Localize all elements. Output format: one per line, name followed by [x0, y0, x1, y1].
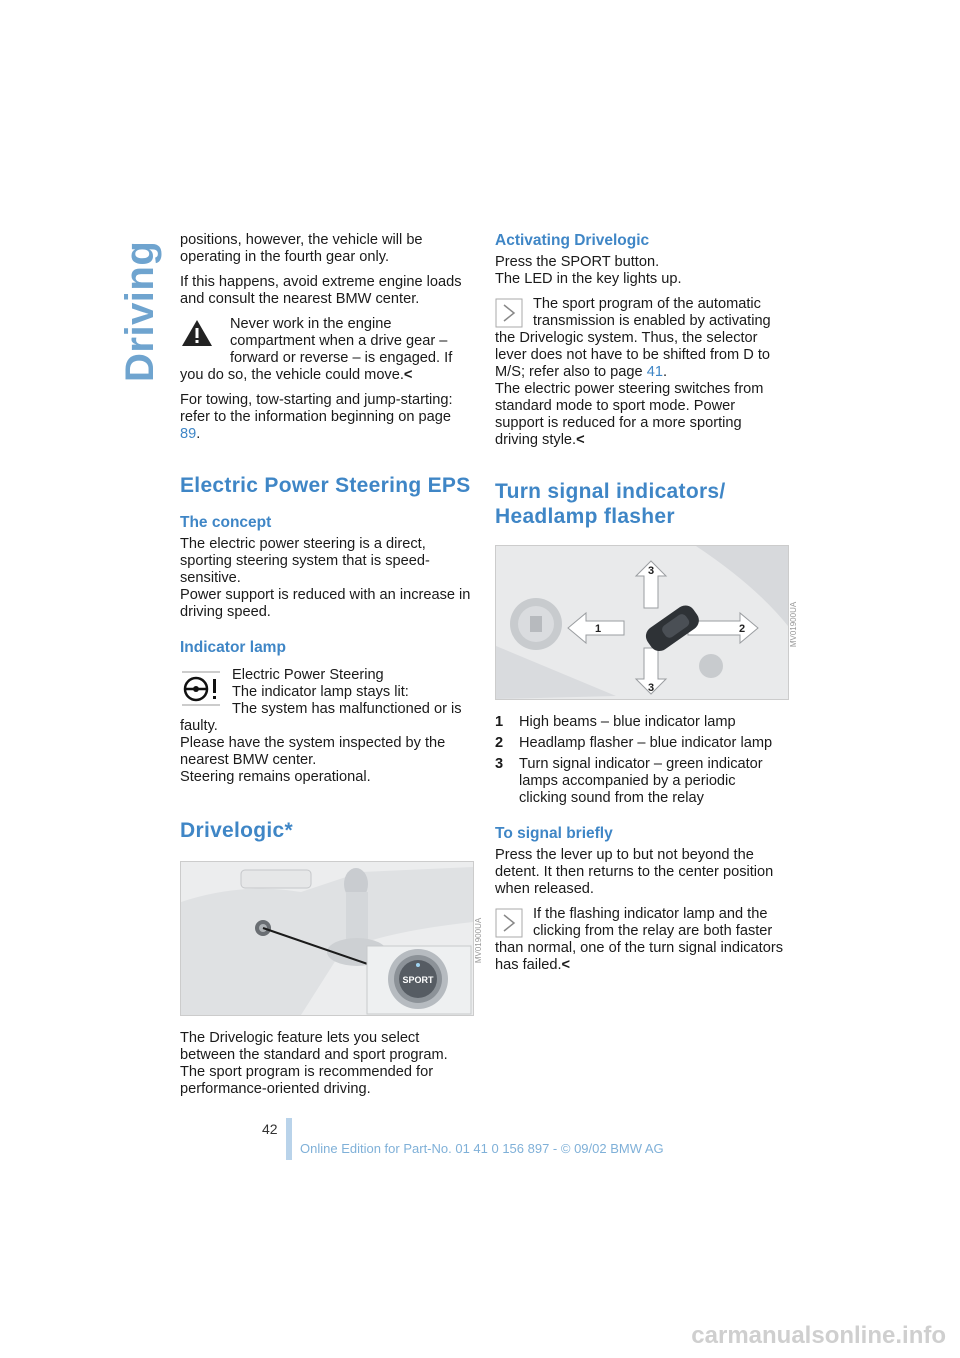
activating-note-text-1: The sport program of the automatic transmission is enabled by activating the Drivelogic system. Thus, the selector lever does not have to be shifted from D to M/S; refer also to page — [495, 296, 771, 380]
activating-heading: Activating Drivelogic — [495, 232, 650, 249]
turn-signal-list — [495, 714, 787, 807]
end-mark: < — [561, 957, 571, 973]
turn-signal-stalk-illustration — [496, 546, 788, 699]
intro-paragraph-2: If this happens, avoid extreme engine loads and consult the nearest BMW center. — [180, 274, 462, 307]
figure-code: MV01900UA — [473, 917, 483, 964]
arrow-label-up: 3 — [647, 565, 655, 577]
arrow-label-right: 2 — [738, 623, 746, 635]
warning-note — [180, 316, 472, 384]
arrow-label-down: 3 — [647, 682, 655, 694]
sport-button-figure — [180, 861, 483, 1016]
steering-warning-icon — [180, 669, 224, 709]
edition-footer: Online Edition for Part-No. 01 41 0 156 897 - © 09/02 BMW AG — [300, 1141, 664, 1156]
drivelogic-paragraph: The Drivelogic feature lets you select between the standard and sport program. The sport program is recommended for performance-oriented driving. — [180, 1030, 448, 1097]
eps-heading: Electric Power Steering EPS — [180, 474, 471, 497]
brief-note — [495, 906, 787, 974]
activating-paragraph — [495, 254, 787, 288]
section-tab — [118, 222, 162, 382]
activating-line-2: The LED in the key lights up. — [495, 271, 682, 287]
activating-page-link[interactable]: 41 — [646, 364, 663, 380]
towing-page-link[interactable]: 89 — [180, 426, 197, 442]
indicator-note — [180, 667, 472, 786]
list-item: 2 Headlamp flasher – blue indicator lamp — [495, 735, 773, 751]
turn-signal-heading-line-1: Turn signal indicators/ — [495, 480, 726, 503]
right-column — [495, 232, 798, 974]
indicator-heading: Indicator lamp — [180, 639, 286, 656]
page-number: 42 — [262, 1121, 278, 1137]
note-arrow-icon — [495, 298, 523, 328]
activating-line-1: Press the SPORT button. — [495, 254, 660, 270]
towing-paragraph: For towing, tow-starting and jump-starting: refer to the information beginning on page 89. — [180, 392, 453, 442]
note-arrow-icon — [495, 908, 523, 938]
concept-paragraph — [180, 536, 472, 621]
indicator-line-5: Steering remains operational. — [180, 769, 371, 785]
end-mark: < — [403, 367, 413, 383]
warning-triangle-icon — [180, 318, 222, 354]
concept-text-2: Power support is reduced with an increase in driving speed. — [180, 587, 471, 620]
turn-signal-heading-line-2: Headlamp flasher — [495, 505, 675, 528]
indicator-line-4: Please have the system inspected by the nearest BMW center. — [180, 735, 446, 768]
section-tab-label: Driving — [118, 240, 162, 382]
indicator-line-2: The indicator lamp stays lit: — [232, 684, 409, 700]
end-mark: < — [576, 432, 585, 448]
towing-text: For towing, tow-starting and jump-starting: refer to the information beginning on page — [180, 392, 453, 425]
left-column — [180, 232, 483, 1106]
brief-heading: To signal briefly — [495, 825, 613, 842]
turn-signal-figure — [495, 545, 798, 700]
drivelogic-heading: Drivelogic* — [180, 819, 294, 842]
list-item: 1 High beams – blue indicator lamp — [495, 714, 736, 730]
brief-note-text: If the flashing indicator lamp and the clicking from the relay are both faster than normal, one of the turn signal indicators has failed. — [495, 906, 783, 973]
warning-text: Never work in the engine compartment when a drive gear – forward or reverse – is engaged. If you do so, the vehicle could move. — [180, 316, 453, 383]
gear-console-illustration — [181, 862, 473, 1015]
concept-text-1: The electric power steering is a direct, sporting steering system that is speed-sensitive. — [180, 536, 430, 586]
indicator-line-1: Electric Power Steering — [232, 667, 384, 683]
watermark: carmanualsonline.info — [691, 1322, 946, 1349]
sport-button-label: SPORT — [402, 975, 434, 985]
concept-heading: The concept — [180, 514, 272, 531]
activating-note: The sport program of the automatic transmission is enabled by activating the Drivelogic system. Thus, the selector lever does not have to be shifted from D to M/S; refer also to page 41. The electric power steering switches from standard mode to sport mode. Power support is reduced for a more sporting driving style.< — [495, 296, 771, 448]
activating-note-text-2: The electric power steering switches from standard mode to sport mode. Power support is reduced for a more sporting driving style. — [495, 381, 764, 448]
intro-paragraph-1: positions, however, the vehicle will be operating in the fourth gear only. — [180, 232, 423, 265]
list-item: 3 Turn signal indicator – green indicator lamps accompanied by a periodic clicking sound from the relay — [495, 756, 763, 806]
indicator-line-3: The system has malfunctioned or is faulty. — [180, 701, 462, 734]
turn-signal-heading — [495, 479, 787, 529]
arrow-label-left: 1 — [594, 623, 602, 635]
brief-paragraph: Press the lever up to but not beyond the detent. It then returns to the center position when released. — [495, 847, 774, 897]
footer-bar — [286, 1118, 292, 1160]
figure-code: MV01900UA — [788, 601, 798, 648]
